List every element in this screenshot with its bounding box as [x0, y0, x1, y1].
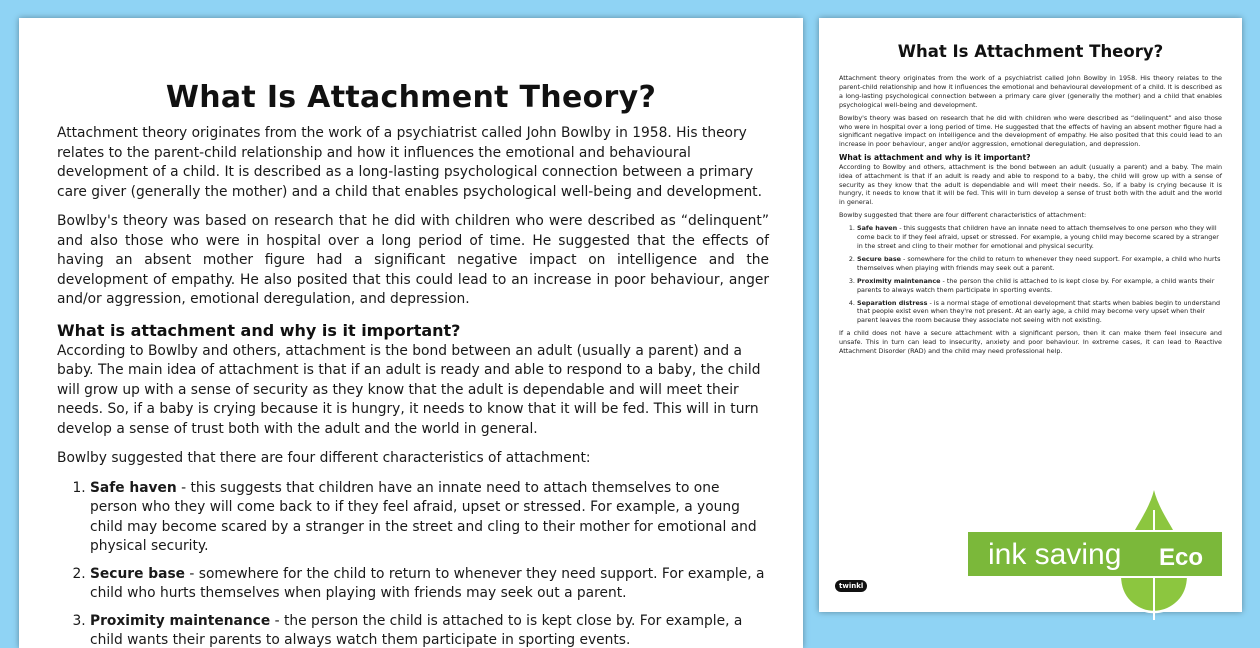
- list-item-term: Secure base: [90, 566, 185, 582]
- list-item: 1. Safe haven - this suggests that children have an innate need to attach themselves to one person who they will come back to if they feel afraid, upset or stressed. For example, a young child may become scared by a stranger in the street and cling to their mother for emotional and physical security.: [90, 479, 769, 557]
- list-item-text: somewhere for the child to return to whenever they need support. For example, a child who hurts themselves when playing with friends may seek out a parent.: [90, 566, 764, 602]
- preview-attachment-list: [839, 224, 1222, 325]
- list-intro: Bowlby suggested that there are four different characteristics of attachment:: [57, 449, 769, 469]
- page-body: [57, 124, 769, 648]
- preview-closing: If a child does not have a secure attachment with a significant person, then it can make them feel insecure and unsafe. This in turn can lead to insecurity, anxiety and poor behaviour. In extreme cases, it can lead to Reactive Attachment Disorder (RAD) and the child may need professional help.: [839, 329, 1222, 356]
- worksheet-page-large: [19, 18, 803, 648]
- twinkl-logo: twinkl: [835, 580, 867, 592]
- ink-saving-badge: [966, 480, 1260, 610]
- preview-intro-1: Attachment theory originates from the work of a psychiatrist called John Bowlby in 1958. His theory relates to the parent-child relationship and how it influences the emotional and behavioural development of a child. It is described as a long-lasting psychological connection between a primary care giver (generally the mother) and a child that enables psychological well-being and development.: [839, 74, 1222, 110]
- list-item: 2. Secure base - somewhere for the child to return to whenever they need support. For example, a child who hurts themselves when playing with friends may seek out a parent.: [857, 255, 1222, 273]
- preview-intro-2: Bowlby's theory was based on research that he did with children who were described as “delinquent” and also those who were in hospital over a long period of time. He suggested that the effects of having an absent mother figure had a significant negative impact on intelligence and the development of empathy. He also posited that this could lead to an increase in poor behaviour, anger and/or aggression, emotional deregulation, and depression.: [839, 114, 1222, 150]
- preview-body: [839, 74, 1222, 360]
- preview-list-intro: Bowlby suggested that there are four different characteristics of attachment:: [839, 211, 1222, 220]
- section-heading: What is attachment and why is it important?: [57, 320, 769, 342]
- list-item: 4. Separation distress - is a normal stage of emotional development that starts when babies begin to understand that people exist even when they're not present. At an early age, a child may become very upset when their parent leaves the room because they associate not seeing with not existing.: [857, 299, 1222, 326]
- list-item: 3. Proximity maintenance - the person the child is attached to is kept close by. For example, a child wants their parents to always watch them participate in sporting events.: [857, 277, 1222, 295]
- list-item: 3. Proximity maintenance - the person the child is attached to is kept close by. For example, a child wants their parents to always watch them participate in sporting events.: [90, 612, 769, 648]
- preview-title: What Is Attachment Theory?: [819, 42, 1242, 61]
- list-item: 2. Secure base - somewhere for the child to return to whenever they need support. For example, a child who hurts themselves when playing with friends may seek out a parent.: [90, 565, 769, 604]
- list-item-text: this suggests that children have an innate need to attach themselves to one person who they will come back to if they feel afraid, upset or stressed. For example, a young child may become scared by a stranger in the street and cling to their mother for emotional and physical security.: [90, 480, 757, 555]
- list-item: 1. Safe haven - this suggests that children have an innate need to attach themselves to one person who they will come back to if they feel afraid, upset or stressed. For example, a young child may become scared by a stranger in the street and cling to their mother for emotional and physical security.: [857, 224, 1222, 251]
- intro-paragraph-2: Bowlby's theory was based on research that he did with children who were described as “delinquent” and also those who were in hospital over a long period of time. He suggested that the effects of having an absent mother figure had a significant negative impact on intelligence and the development of empathy. He also posited that this could lead to an increase in poor behaviour, anger and/or aggression, emotional deregulation, and depression.: [57, 212, 769, 310]
- list-item-term: Safe haven: [90, 480, 177, 496]
- list-item-term: Proximity maintenance: [90, 613, 270, 629]
- preview-section-heading: What is attachment and why is it important?: [839, 153, 1222, 163]
- intro-paragraph-1: Attachment theory originates from the work of a psychiatrist called John Bowlby in 1958. His theory relates to the parent-child relationship and how it influences the emotional and behavioural development of a child. It is described as a long-lasting psychological connection between a primary care giver (generally the mother) and a child that enables psychological well-being and development.: [57, 124, 769, 202]
- eco-label: Eco: [1159, 544, 1203, 572]
- section-paragraph: According to Bowlby and others, attachment is the bond between an adult (usually a parent) and a baby. The main idea of attachment is that if an adult is ready and able to respond to a baby, the child will grow up with a sense of security as they know that the adult is dependable and will meet their needs. So, if a baby is crying because it is hungry, it needs to know that it will be fed. This will in turn develop a sense of trust both with the adult and the world in general.: [57, 342, 769, 440]
- ink-saving-label: ink saving: [988, 538, 1121, 572]
- page-title: What Is Attachment Theory?: [19, 80, 803, 115]
- list-item-text: the person the child is attached to is kept close by. For example, a child wants their parents to always watch them participate in sporting events.: [90, 613, 742, 648]
- attachment-list: [57, 479, 769, 648]
- preview-section-paragraph: According to Bowlby and others, attachment is the bond between an adult (usually a parent) and a baby. The main idea of attachment is that if an adult is ready and able to respond to a baby, the child will grow up with a sense of security as they know that the adult is dependable and will meet their needs. So, if a baby is crying because it is hungry, it needs to know that it will be fed. This will in turn develop a sense of trust both with the adult and the world in general.: [839, 163, 1222, 208]
